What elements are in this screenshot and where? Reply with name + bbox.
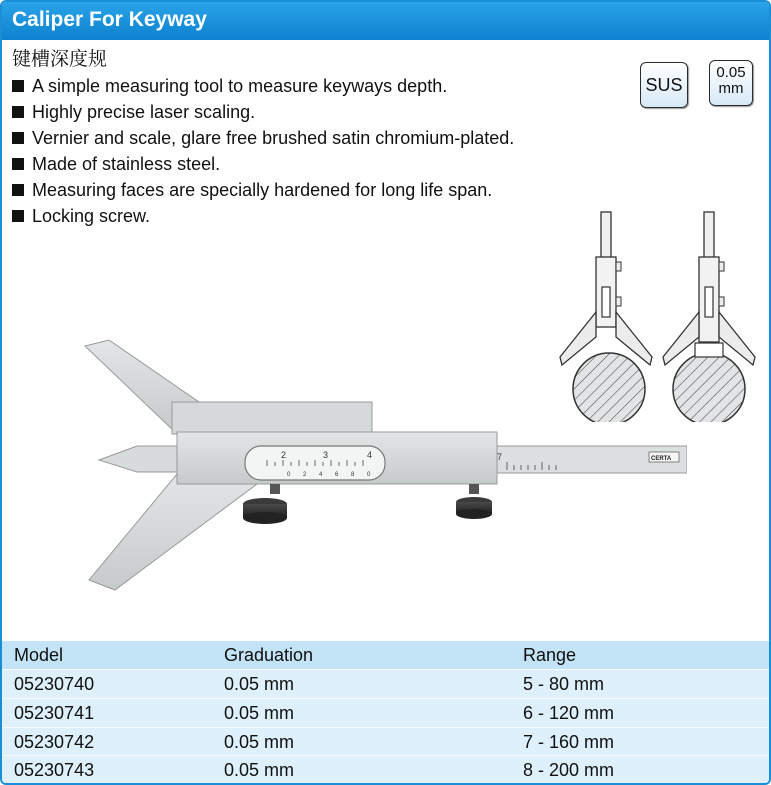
- scale-number: 4: [367, 450, 373, 460]
- precision-unit: mm: [718, 80, 744, 97]
- caliper-illustration: [77, 332, 687, 602]
- vernier-number: 0: [287, 472, 291, 478]
- model-cell: 05230741: [14, 703, 95, 723]
- feature-item: Measuring faces are specially hardened for long life span.: [12, 177, 514, 203]
- model-cell: 05230740: [14, 674, 95, 694]
- feature-item: A simple measuring tool to measure keyways depth.: [12, 73, 514, 99]
- vernier-number: 2: [303, 472, 307, 478]
- model-cell: 05230742: [14, 732, 95, 752]
- table-row: [2, 755, 769, 784]
- page-title: Caliper For Keyway: [12, 8, 207, 31]
- feature-item: Made of stainless steel.: [12, 151, 514, 177]
- feature-item: Highly precise laser scaling.: [12, 99, 514, 125]
- square-bullet-icon: [12, 80, 24, 92]
- vernier-number: 4: [319, 472, 323, 478]
- scale-number: 3: [323, 450, 329, 460]
- vernier-number: 0: [367, 472, 371, 478]
- precision-badge: [709, 60, 753, 106]
- vernier-number: 8: [351, 472, 355, 478]
- graduation-cell: 0.05 mm: [224, 674, 295, 694]
- range-cell: 5 - 80 mm: [523, 674, 605, 694]
- title-bar: [2, 2, 769, 40]
- column-header: Model: [14, 645, 64, 665]
- model-cell: 05230743: [14, 760, 95, 780]
- graduation-cell: 0.05 mm: [224, 760, 295, 780]
- scale-number: 7: [497, 452, 503, 462]
- column-header: Graduation: [224, 645, 314, 665]
- chinese-subtitle: 键槽深度规: [12, 48, 108, 70]
- feature-item: Locking screw.: [12, 203, 514, 229]
- table-row: [2, 727, 769, 756]
- scale-number: 2: [281, 450, 287, 460]
- square-bullet-icon: [12, 184, 24, 196]
- feature-item: Vernier and scale, glare free brushed satin chromium-plated.: [12, 125, 514, 151]
- range-cell: 6 - 120 mm: [523, 703, 615, 723]
- square-bullet-icon: [12, 132, 24, 144]
- table-header-row: [2, 641, 769, 669]
- locking-screw-icon: [456, 484, 492, 519]
- vernier-number: 6: [335, 472, 339, 478]
- graduation-cell: 0.05 mm: [224, 703, 295, 723]
- table-row: [2, 669, 769, 698]
- column-header: Range: [523, 645, 577, 665]
- square-bullet-icon: [12, 106, 24, 118]
- range-cell: 7 - 160 mm: [523, 732, 615, 752]
- square-bullet-icon: [12, 158, 24, 170]
- square-bullet-icon: [12, 210, 24, 222]
- graduation-cell: 0.05 mm: [224, 732, 295, 752]
- feature-list: [12, 73, 514, 229]
- material-badge: SUS: [640, 62, 688, 108]
- range-cell: 8 - 200 mm: [523, 760, 615, 780]
- precision-value: 0.05: [716, 64, 746, 81]
- brand-label: CERTA: [651, 456, 672, 462]
- table-row: [2, 698, 769, 727]
